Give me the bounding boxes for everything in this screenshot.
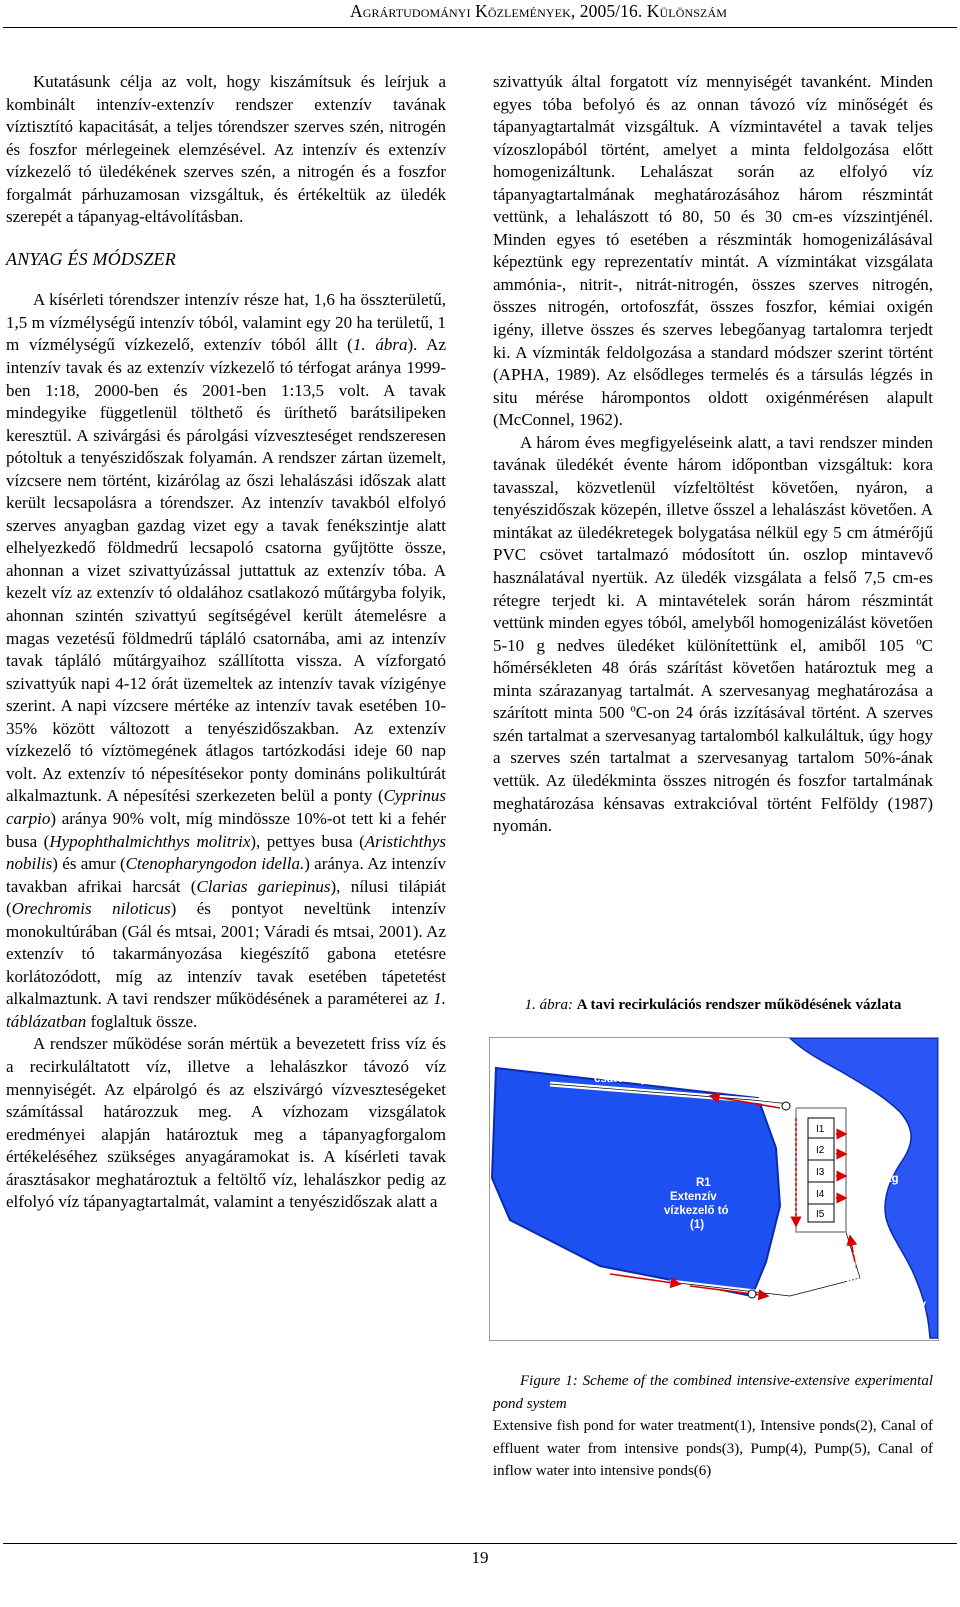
- methods-paragraph-3: szivattyúk által forgatott víz mennyiségét tavanként. Minden egyes tóba befolyó és az onnan távozó víz minőségét és tápanyagtartalmát vizsgáltuk. A vízmintavétel a tavak teljes vízoszlopából történt, amelyet a minta feldolgozása előtt homogenizáltunk. Lehalászat során az elfolyó víz tápanyagtartalmának meghatározásához három részmintát vettünk, a lehalászott tó 80, 50 és 30 cm-es vízszintjénél. Minden egyes tó esetében a részminták homogenizálásával képeztünk egy reprezentatív mintát. A vízmintákat vizsgálata ammónia-, nitrit-, nitrát-nitrogén, összes szerves nitrogén, összes nitrogén, ortofoszfát, összes foszfor, kémiai oxigén igény, illetve összes és szerves lebegőanyag tartalomra terjedt ki. A vízminták feldolgozása a standard módszer szerint történt (APHA, 1989). Az elsődleges termelés és a társulás légzés in situ mérése hárompontos oldott oxigénmérésen alapult (McConnel, 1962).: [493, 72, 933, 430]
- label-feeder-1: A intenzív: [872, 1299, 926, 1311]
- pond-label-5: I5: [816, 1209, 825, 1220]
- english-caption-legend: Extensive fish pond for water treatment(1), Intensive ponds(2), Canal of effluent water from intensive ponds(3), Pump(4), Pump(5), Canal of inflow water into intensive ponds(6): [493, 1418, 933, 1479]
- section-title: ANYAG ÉS MÓDSZER: [6, 248, 176, 269]
- label-pump4-2: átemelő (4): [718, 1059, 779, 1071]
- label-intensive-2: intenzív: [846, 1259, 889, 1271]
- running-head: [0, 0, 960, 36]
- intro-paragraph: Kutatásunk célja az volt, hogy kiszámítsuk és leírjuk a kombinált intenzív-extenzív rendszer extenzív tavának víztisztító kapacitását, a teljes tórendszer szerves szén, nitrogén és foszfor mérlegeinek elemzésével. Az intenzív és extenzív vízkezelő tó üledékének szerves szén, a nitrogén és a foszfor forgalmát párhuzamosan vizsgáltuk, és értékeltük az üledék szerepét a tápanyag-eltávolításban.: [6, 72, 446, 227]
- left-column: [6, 71, 446, 1214]
- label-pump4-3: szivattyú: [718, 1073, 768, 1085]
- figure-caption: [493, 995, 933, 1015]
- pond-label-3: I3: [816, 1167, 825, 1178]
- english-caption: [493, 1370, 933, 1483]
- label-r1-2: vízkezelő tó: [664, 1205, 729, 1217]
- pond-system-figure: [489, 1037, 939, 1341]
- label-r1-1: Extenzív: [670, 1191, 717, 1203]
- label-r1: R1: [696, 1177, 711, 1189]
- label-intensive-1: I.1-I.5: [846, 1245, 876, 1257]
- label-pump5: Szivattyú (5): [672, 1303, 740, 1315]
- pond-label-4: I4: [816, 1189, 825, 1200]
- journal-header: Agrártudományi Közlemények, 2005/16. Különszám: [349, 1, 727, 21]
- label-feeder-2: tavakat: [872, 1313, 912, 1325]
- pump-5-icon: [748, 1290, 756, 1298]
- pond-label-2: I2: [816, 1145, 825, 1156]
- label-koros-2: holtág: [864, 1173, 899, 1185]
- pump-4-icon: [782, 1102, 790, 1110]
- label-koros-1: Körös: [862, 1159, 896, 1171]
- label-intensive-3: tavak (2): [846, 1273, 893, 1285]
- page-number: 19: [471, 1548, 489, 1567]
- methods-paragraph-2: A rendszer működése során mértük a bevezetett friss víz és a recirkuláltatott víz, illetve a lehalászkor távozó víz mennyiségét. Az elpárolgó és az elszivárgó vízveszteségeket számítással határozzuk meg. A vízhozam vizsgálatok eredményei alapján határoztuk meg a tápanyagforgalom értékeléséhez szükséges anyagáramokat is. A kísérleti tavak árasztásakor meghatároztuk a feltöltő víz, lehalászkor pedig az elfolyó víz tápanyagtartalmát, valamint a tenyészidőszak alatt a: [6, 1034, 446, 1212]
- figure-title: A tavi recirkulációs rendszer működésének vázlata: [576, 997, 902, 1013]
- label-pump4-1: Az elfolyóvizet: [718, 1045, 798, 1057]
- footer-rule: [3, 1543, 957, 1544]
- header-rule: [3, 27, 957, 28]
- label-feeder-3: tápláló víz (6): [848, 1327, 921, 1339]
- right-column: [493, 71, 933, 838]
- label-canal-3: csatornája (3): [594, 1073, 669, 1085]
- methods-paragraph-4: A három éves megfigyeléseink alatt, a tavi rendszer minden tavának üledékét évente három időpontban vizsgáltuk: kora tavasszal, közvetlenül vízfeltöltést követően, nyáron, a tenyészidőszak közepén, illetve ősszel a lehalászást követően. A mintákat az üledékretegek bolygatása nélkül egy 5 cm átmérőjű PVC csövet tartalmazó módosított ún. oszlop mintavevő használatával nyertük. Az üledék vizsgálata a felső 7,5 cm-es rétegre terjedt ki. A mintavételek során három részmintát vettünk minden egyes tóból, amelyből homogenizálást követően 5-10 g nedves üledéket különítettünk el, amiből 105 ºC hőmérsékleten 48 órás szárítást követően határoztuk meg a minta szárazanyag tartalmát. A szervesanyag meghatározása a szárított minta 500 ºC-on 24 órás izzításával történt. A szerves szén tartalmat a szervesanyag tartalomból kalkuláltuk, úgy hogy a szerves szén tartalmat a szervesanyag tartalom 50%-ának vettük. Az üledékminta összes nitrogén és foszfor tartalmának meghatározása kénsavas extrakcióval történt Felföldy (1987) nyomán.: [493, 432, 933, 836]
- label-canal-2: elfolyóvizének: [594, 1059, 673, 1071]
- english-caption-title: Figure 1: Scheme of the combined intensive-extensive experimental pond system: [493, 1373, 933, 1412]
- figure-number: 1. ábra:: [524, 997, 573, 1013]
- methods-paragraph-1: A kísérleti tórendszer intenzív része hat, 1,6 ha összterületű, 1,5 m vízmélységű intenzív tóból, valamint egy 20 ha területű, 1 m vízmélységű vízkezelő, extenzív tóból állt (1. ábra). Az intenzív tavak és az extenzív vízkezelő tó térfogat aránya 1999-ben 1:18, 2000-ben és 2001-ben 1:13,5 volt. A tavak mindegyike függetlenül tölthető és üríthető barátsilipeken keresztül. A szivárgási és párolgási vízveszteséget rendszeresen pótoltuk a tenyészidőszak folyamán. A rendszer zártan üzemelt, vízcsere nem történt, kizárólag az őszi lehalászási időszak alatt került lecsapolásra a tórendszer. Az intenzív tavakból elfolyó szerves anyagban gazdag vizet egy a tavak fenékszintje alatt elhelyezkedő földmedrű lecsapoló csatorna gyűjtötte össze, ahonnan a vizet szivattyúzással juttattuk az extenzív tóba. A kezelt víz az extenzív tó oldalához csatlakozó műtárgyba folyik, ahonnan szintén szivattyú segítségével került átemelésre a magas vezetésű földmedrű tápláló csatornába, ami az intenzív tavak tápláló műtárgyaihoz szállította vissza. A vízforgató szivattyúk napi 4-12 órát üzemeltek az intenzív tavak vízigénye szerint. A napi vízcsere mértéke az intenzív tavak esetében 10-35% között változott a tenyészidőszakban. Az extenzív vízkezelő tó víztömegének átlagos tartózkodási ideje 60 nap volt. Az extenzív tó népesítésekor ponty domináns polikultúrát alkalmaztunk. A népesítési szerkezeten belül a ponty (Cyprinus carpio) aránya 90% volt, míg mindössze 10%-ot tett ki a fehér busa (Hypophthalmichthys molitrix), pettyes busa (Aristichthys nobilis) és amur (Ctenopharyngodon idella.) aránya. Az intenzív tavakban afrikai harcsát (Clarias gariepinus), nílusi tilápiát (Orechromis niloticus) és pontyot neveltünk intenzív monokultúrában (Gál és mtsai, 2001; Váradi és mtsai, 2001). Az extenzív tó takarmányozása kiegészítő gabona etetésre korlátozódott, míg az intenzív tavak esetében tápetetést alkalmaztunk. A tavi rendszer működésének a paraméterei az 1. táblázatban foglaltuk össze.: [6, 290, 447, 1031]
- label-r1-3: (1): [690, 1219, 705, 1231]
- pond-label-1: I1: [816, 1124, 825, 1135]
- label-canal-1: Az intenzív tavak: [590, 1045, 683, 1057]
